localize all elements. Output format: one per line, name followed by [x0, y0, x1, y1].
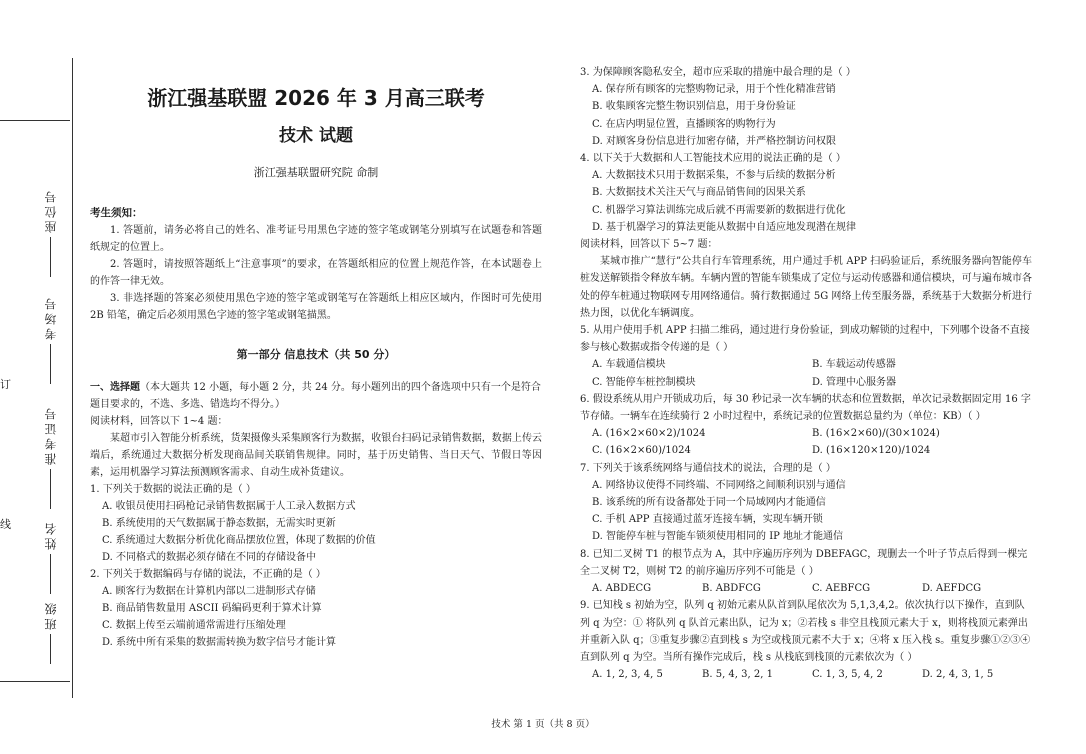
q9-option-b: B. 5, 4, 3, 2, 1	[702, 669, 773, 681]
q8-option-b: B. ABDFCG	[702, 583, 761, 595]
q4-option-b: B. 大数据技术关注天气与商品销售间的因果关系	[592, 187, 806, 199]
q8-option-c: C. AEBFCG	[812, 583, 871, 595]
q5-stem: 5. 从用户使用手机 APP 扫描二维码，通过进行身份验证，到成功解锁的过程中，下列哪个设备不直接参与核心数据或指令传递的是（ ）	[580, 325, 1030, 354]
q9-option-a: A. 1, 2, 3, 4, 5	[592, 669, 663, 681]
q5-option-b: B. 车载运动传感器	[812, 359, 896, 371]
q7-option-a: A. 网络协议使得不同终端、不同网络之间顺利识别与通信	[592, 479, 846, 491]
q8-option-a: A. ABDECG	[592, 583, 652, 595]
field-seat-line	[50, 237, 51, 277]
q1-stem: 1. 下列关于数据的说法正确的是（ ）	[90, 484, 256, 495]
part1-title: 第一部分 信息技术（共 50 分）	[236, 348, 396, 361]
right-column	[580, 64, 1032, 683]
material-2: 某城市推广“慧行”公共自行车管理系统，用户通过手机 APP 扫码验证后，系统服务器向智能停车桩发送解锁指令释放车辆。车辆内置的智能车锁集成了定位与运动传感器和通信模块，可与遍布城市各处的停车桩通过物联网专用网络通信。骑行数据通过 5G 网络上传至服务器，系统基于大数据分析进行热力图，以优化车辆调度。	[580, 256, 1032, 319]
q9-options	[580, 666, 1032, 683]
q5-option-a: A. 车载通信模块	[592, 359, 666, 371]
left-column	[90, 84, 542, 651]
field-name	[28, 520, 72, 594]
q8-option-d: D. AEFDCG	[922, 583, 982, 595]
q2-stem: 2. 下列关于数据编码与存储的说法，不正确的是（ ）	[90, 569, 326, 580]
field-room	[28, 295, 72, 384]
field-seat	[28, 188, 72, 277]
q7-option-c: C. 手机 APP 直接通过蓝牙连接车辆，实现车辆开锁	[592, 514, 823, 526]
q6-option-a: A. (16×2×60×2)/1024	[592, 428, 706, 440]
notice-item-3: 3. 非选择题的答案必须使用黑色字迹的签字笔或钢笔写在答题纸上相应区域内，作图时可先使用 2B 铅笔，确定后必须用黑色字迹的签字笔或钢笔描黑。	[90, 293, 542, 321]
q3-option-c: C. 在店内明显位置，直播顾客的购物行为	[592, 118, 776, 130]
q4-option-a: A. 大数据技术只用于数据采集，不参与后续的数据分析	[592, 170, 836, 182]
q4-stem: 4. 以下关于大数据和人工智能技术应用的说法正确的是（ ）	[580, 153, 846, 165]
q3-stem: 3. 为保障顾客隐私安全，超市应采取的措施中最合理的是（ ）	[580, 67, 856, 78]
q2-option-a: A. 顾客行为数据在计算机内部以二进制形式存储	[102, 586, 316, 597]
q9-option-d: D. 2, 4, 3, 1, 5	[922, 669, 994, 681]
exam-title: 浙江强基联盟 2026 年 3 月高三联考	[147, 86, 485, 110]
q2-option-d: D. 系统中所有采集的数据需转换为数字信号才能计算	[102, 637, 337, 648]
q7-option-d: D. 智能停车桩与智能车锁须使用相同的 IP 地址才能通信	[592, 531, 844, 543]
field-class	[28, 600, 72, 664]
q6-stem: 6. 假设系统从用户开锁成功后，每 30 秒记录一次车辆的状态和位置数据，单次记录数据固定用 16 字节存储。一辆车在连续骑行 2 小时过程中，系统记录的位置数据总量约为（单位：KB）（ ）	[580, 393, 1031, 423]
section-head: 一、选择题	[90, 382, 140, 393]
field-seat-label: 座位号	[43, 188, 58, 233]
q9-option-c: C. 1, 3, 5, 4, 2	[812, 669, 883, 681]
q1-option-b: B. 系统使用的天气数据属于静态数据，无需实时更新	[102, 518, 336, 529]
q1-option-c: C. 系统通过大数据分析优化商品摆放位置，体现了数据的价值	[102, 535, 376, 546]
q7-option-b: B. 该系统的所有设备都处于同一个局域网内才能通信	[592, 497, 826, 509]
notice-item-1: 1. 答题前，请务必将自己的姓名、准考证号用黑色字迹的签字笔或钢笔分别填写在试题卷和答题纸规定的位置上。	[90, 225, 542, 253]
q3-option-a: A. 保存所有顾客的完整购物记录，用于个性化精准营销	[592, 84, 836, 96]
cut-mark-xian: 线	[0, 518, 11, 531]
field-class-line	[50, 634, 51, 664]
binding-line	[72, 58, 73, 698]
notice-item-2: 2. 答题时，请按照答题纸上“注意事项”的要求，在答题纸相应的位置上规范作答，在本试题卷上的作答一律无效。	[90, 259, 542, 287]
field-room-line	[50, 344, 51, 384]
cut-mark-ding: 订	[0, 378, 11, 391]
q6-option-c: C. (16×2×60)/1024	[592, 445, 691, 457]
exam-org: 浙江强基联盟研究院 命制	[253, 166, 379, 179]
reading-1: 阅读材料，回答以下 1~4 题：	[90, 416, 228, 427]
q4-option-c: C. 机器学习算法训练完成后就不再需要新的数据进行优化	[592, 204, 846, 216]
field-class-label: 班级	[43, 600, 58, 630]
notice-title: 考生须知：	[90, 207, 143, 219]
material-1: 某超市引入智能分析系统，货架摄像头采集顾客行为数据，收银台扫码记录销售数据，数据上传云端后，系统通过大数据分析发现商品间关联销售规律。同时，基于历史销售、当日天气、节假日等因素，运用机器学习算法预测顾客需求、自动生成补货建议。	[90, 433, 542, 478]
q1-option-d: D. 不同格式的数据必须存储在不同的存储设备中	[102, 552, 317, 563]
reading-2: 阅读材料，回答以下 5~7 题：	[580, 239, 718, 251]
q4-option-d: D. 基于机器学习的算法更能从数据中自适应地发现潜在规律	[592, 221, 857, 233]
field-admission-label: 准考证号	[43, 405, 58, 465]
section-intro	[90, 379, 542, 413]
q6-option-d: D. (16×120×120)/1024	[812, 445, 931, 457]
q8-stem: 8. 已知二叉树 T1 的根节点为 A，其中序遍历序列为 DBEFAGC，现删去一个叶子节点后得到一棵完全二叉树 T2，则树 T2 的前序遍历序列不可能是（ ）	[580, 548, 1028, 577]
q2-option-c: C. 数据上传至云端前通常需进行压缩处理	[102, 620, 286, 631]
q2-option-b: B. 商品销售数量用 ASCII 码编码更利于算术计算	[102, 603, 322, 614]
q5-option-c: C. 智能停车桩控制模块	[592, 376, 696, 388]
field-name-label: 姓名	[43, 520, 58, 550]
q8-options	[580, 580, 1032, 597]
q6-options-row1	[580, 425, 1032, 442]
section-desc: （本大题共 12 小题，每小题 2 分，共 24 分。每小题列出的四个备选项中只有一个是符合题目要求的，不选、多选、错选均不得分。）	[90, 382, 541, 410]
q5-options-row2	[580, 374, 1032, 391]
binding-margin	[0, 0, 74, 754]
q5-option-d: D. 管理中心服务器	[812, 376, 897, 388]
q6-option-b: B. (16×2×60)/(30×1024)	[812, 428, 940, 440]
q3-option-d: D. 对顾客身份信息进行加密存储，并严格控制访问权限	[592, 135, 837, 147]
field-name-line	[50, 554, 51, 594]
q5-options-row1	[580, 356, 1032, 373]
field-admission	[28, 405, 72, 509]
field-admission-line	[50, 469, 51, 509]
q9-stem: 9. 已知栈 s 初始为空，队列 q 初始元素从队首到队尾依次为 5,1,3,4,2。依次执行以下操作，直到队列 q 为空：① 将队列 q 队首元素出队，记为 x；②若栈 s 非空且栈顶元素大于 x，则将栈顶元素弹出并重新入队 q；③重复步骤②直到栈 s 为空或栈顶元素不大于 x；④将 x 压入栈 s。重复步骤①②③④直到队列 q 为空。当所有操作完成后，栈 s 从栈底到栈顶的元素依次为（ ）	[580, 600, 1031, 663]
field-room-label: 考场号	[43, 295, 58, 340]
q7-stem: 7. 下列关于该系统网络与通信技术的说法，合理的是（ ）	[580, 462, 836, 474]
q1-option-a: A. 收银员使用扫码枪记录销售数据属于人工录入数据方式	[102, 501, 356, 512]
exam-subtitle: 技术 试题	[279, 126, 353, 146]
q3-option-b: B. 收集顾客完整生物识别信息，用于身份验证	[592, 101, 796, 113]
page-footer: 技术 第 1 页（共 8 页）	[491, 719, 595, 730]
q6-options-row2	[580, 442, 1032, 459]
